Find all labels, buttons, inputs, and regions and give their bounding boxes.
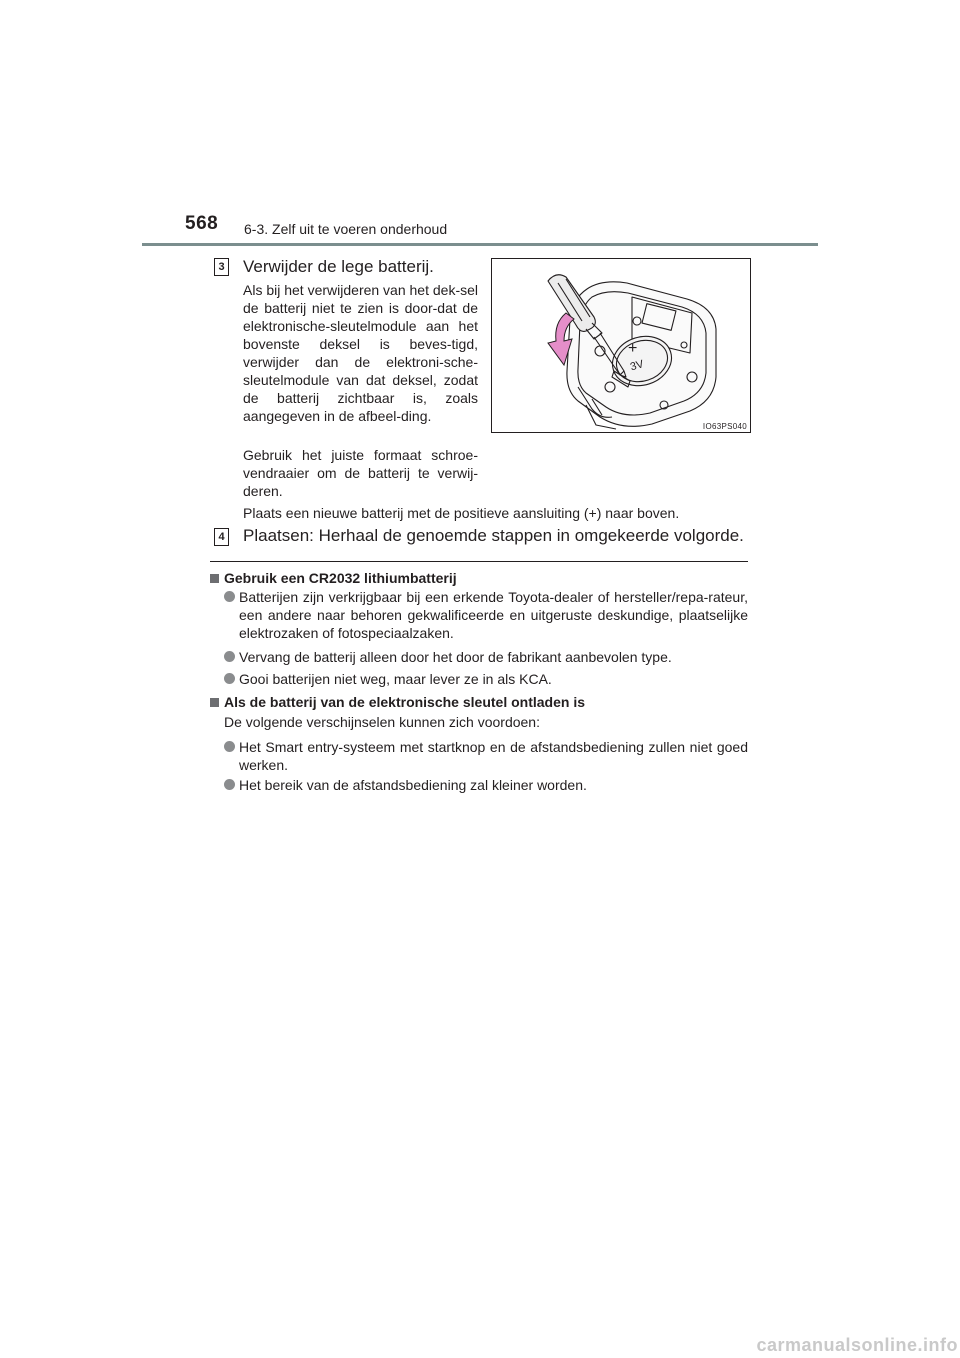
bullet-dot-icon	[224, 741, 235, 752]
bullet-dot-icon	[224, 779, 235, 790]
list-item	[224, 588, 748, 642]
step-3-note-module: Als bij het verwijderen van het dek-sel de batterij niet te zien is door-dat de elektronische-sleutelmodule aan het bovenste deksel is beves-tigd, verwijder dan de elektroni-sche-sleutelmodule van dat deksel, zodat de batterij zichtbaar is, zoals aangegeven in de afbeel-ding.	[243, 282, 479, 424]
list-item-text: Vervang de batterij alleen door het door de fabrikant aanbevolen type.	[239, 649, 672, 665]
step-3-badge: 3	[214, 258, 229, 276]
list-item	[224, 670, 748, 688]
bullet-dot-icon	[224, 651, 235, 662]
header-rule	[142, 243, 818, 246]
bullet-dot-icon	[224, 673, 235, 684]
square-bullet-icon	[210, 698, 219, 707]
list-item	[224, 776, 748, 794]
section-rule	[210, 561, 748, 562]
square-bullet-icon	[210, 574, 219, 583]
list-item-text: Het bereik van de afstandsbediening zal kleiner worden.	[239, 777, 587, 793]
list-item	[224, 648, 748, 666]
step-4-badge: 4	[214, 528, 229, 546]
step-3-heading: Verwijder de lege batterij.	[243, 257, 434, 276]
list-item-text: Gooi batterijen niet weg, maar lever ze in als KCA.	[239, 671, 552, 687]
step-3-note-screwdriver: Gebruik het juiste formaat schroe-vendraaier om de batterij te verwij-deren.	[243, 447, 478, 499]
page-number: 568	[185, 213, 219, 234]
step-4-heading: Plaatsen: Herhaal de genoemde stappen in omgekeerde volgorde.	[243, 526, 744, 545]
list-item-text: Het Smart entry-systeem met startknop en de afstandsbediening zullen niet goed werken.	[239, 739, 748, 773]
list-item	[224, 738, 748, 774]
battery-voltage-label: 3V	[628, 358, 646, 374]
info-2-intro: De volgende verschijnselen kunnen zich voordoen:	[224, 714, 540, 730]
step-3-note-orientation: Plaats een nieuwe batterij met de positieve aansluiting (+) naar boven.	[243, 505, 680, 521]
watermark: carmanualsonline.info	[756, 1335, 958, 1355]
battery-plus-mark: +	[628, 340, 638, 357]
info-heading-discharged-battery: Als de batterij van de elektronische sleutel ontladen is	[210, 694, 585, 710]
bullet-dot-icon	[224, 591, 235, 602]
info-heading-battery-type: Gebruik een CR2032 lithiumbatterij	[210, 570, 457, 586]
key-battery-illustration	[492, 259, 750, 432]
key-battery-figure	[491, 258, 751, 433]
figure-code: IO63PS040	[702, 422, 747, 431]
list-item-text: Batterijen zijn verkrijgbaar bij een erkende Toyota-dealer of hersteller/repa-rateur, een andere naar behoren gekwalificeerde en uitgeruste deskundige, plaatselijke elektrozaken of fotospeciaalzaken.	[239, 589, 748, 641]
section-title: 6-3. Zelf uit te voeren onderhoud	[244, 221, 448, 237]
